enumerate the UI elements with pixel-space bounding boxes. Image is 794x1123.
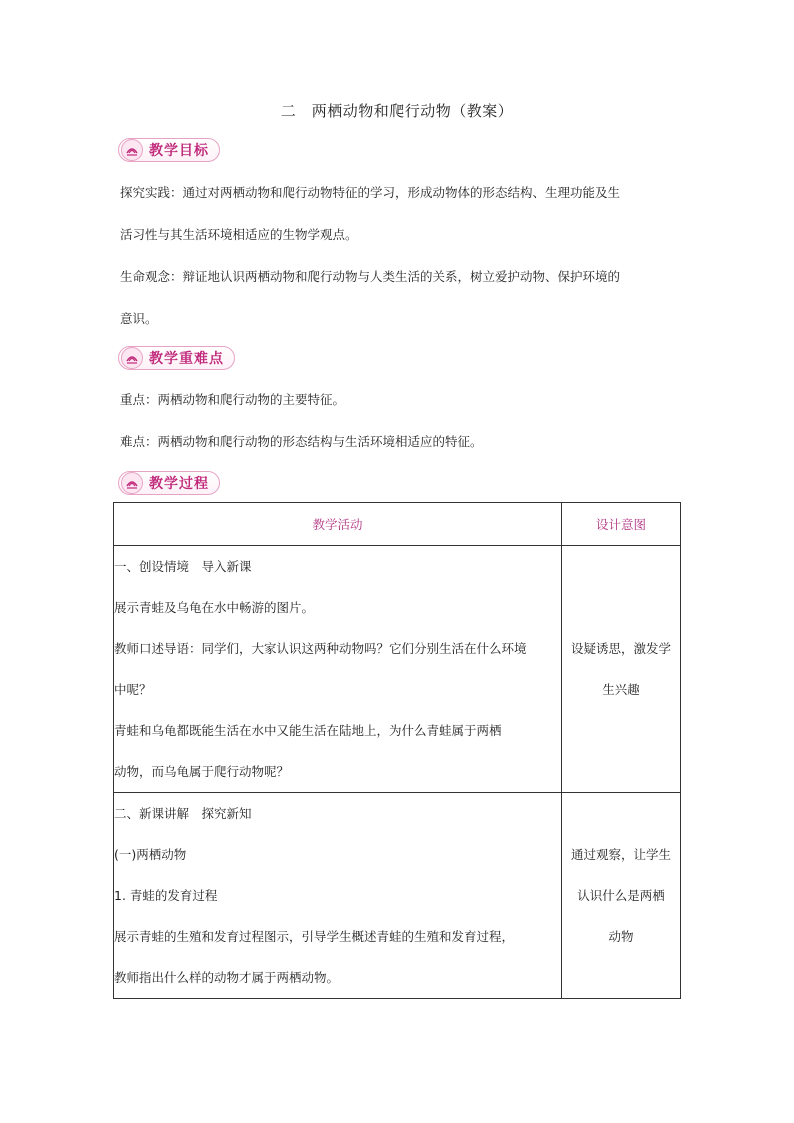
intent-line: 生兴趣: [602, 682, 640, 697]
intent-cell: [562, 793, 681, 999]
sound-wave-icon: [121, 472, 143, 494]
sound-wave-icon: [121, 139, 143, 161]
activity-line: 教师口述导语：同学们，大家认识这两种动物吗？它们分别生活在什么环境: [114, 641, 527, 656]
sound-wave-icon: [121, 347, 143, 369]
intent-cell: [562, 546, 681, 793]
section-label-objectives: 教学目标: [149, 143, 209, 159]
section-badge-process: [118, 471, 220, 495]
objective-line-1: 探究实践：通过对两栖动物和爬行动物特征的学习，形成动物体的形态结构、生理功能及生: [120, 185, 621, 200]
header-activity: 教学活动: [114, 503, 562, 546]
intent-line: 设疑诱思，激发学: [570, 641, 671, 656]
activity-line: 中呢？: [114, 682, 152, 697]
section-label-keypoints: 教学重难点: [149, 351, 224, 367]
activity-line: 一、创设情境 导入新课: [114, 559, 252, 574]
activity-cell: [114, 793, 562, 999]
header-intent: 设计意图: [562, 503, 681, 546]
section-badge-objectives: [118, 138, 220, 162]
objective-line-2: 活习性与其生活环境相适应的生物学观点。: [120, 227, 358, 242]
table-header-row: [114, 503, 681, 546]
intent-line: 动物: [608, 929, 634, 944]
activity-line: (一)两栖动物: [114, 847, 187, 862]
intent-line: 认识什么是两栖: [577, 888, 665, 903]
table-row: [114, 546, 681, 793]
activity-line: 二、新课讲解 探究新知: [114, 806, 252, 821]
activity-line: 青蛙和乌龟都既能生活在水中又能生活在陆地上，为什么青蛙属于两栖: [114, 723, 502, 738]
activity-cell: [114, 546, 562, 793]
section-badge-keypoints: [118, 346, 235, 370]
activity-line: 教师指出什么样的动物才属于两栖动物。: [114, 970, 340, 985]
document-title: 二 两栖动物和爬行动物（教案）: [280, 102, 514, 120]
activity-line: 1. 青蛙的发育过程: [114, 888, 218, 903]
activity-line: 动物，而乌龟属于爬行动物呢？: [114, 764, 290, 779]
intent-line: 通过观察，让学生: [570, 847, 671, 862]
activity-line: 展示青蛙的生殖和发育过程图示，引导学生概述青蛙的生殖和发育过程，: [114, 929, 515, 944]
objective-line-4: 意识。: [120, 311, 158, 326]
activity-line: 展示青蛙及乌龟在水中畅游的图片。: [114, 600, 315, 615]
keypoint-line-1: 重点：两栖动物和爬行动物的主要特征。: [120, 392, 346, 407]
lesson-process-table: [113, 502, 681, 999]
section-label-process: 教学过程: [149, 476, 209, 492]
objective-line-3: 生命观念：辩证地认识两栖动物和爬行动物与人类生活的关系，树立爱护动物、保护环境的: [120, 269, 621, 284]
table-row: [114, 793, 681, 999]
keypoint-line-2: 难点：两栖动物和爬行动物的形态结构与生活环境相适应的特征。: [120, 434, 483, 449]
